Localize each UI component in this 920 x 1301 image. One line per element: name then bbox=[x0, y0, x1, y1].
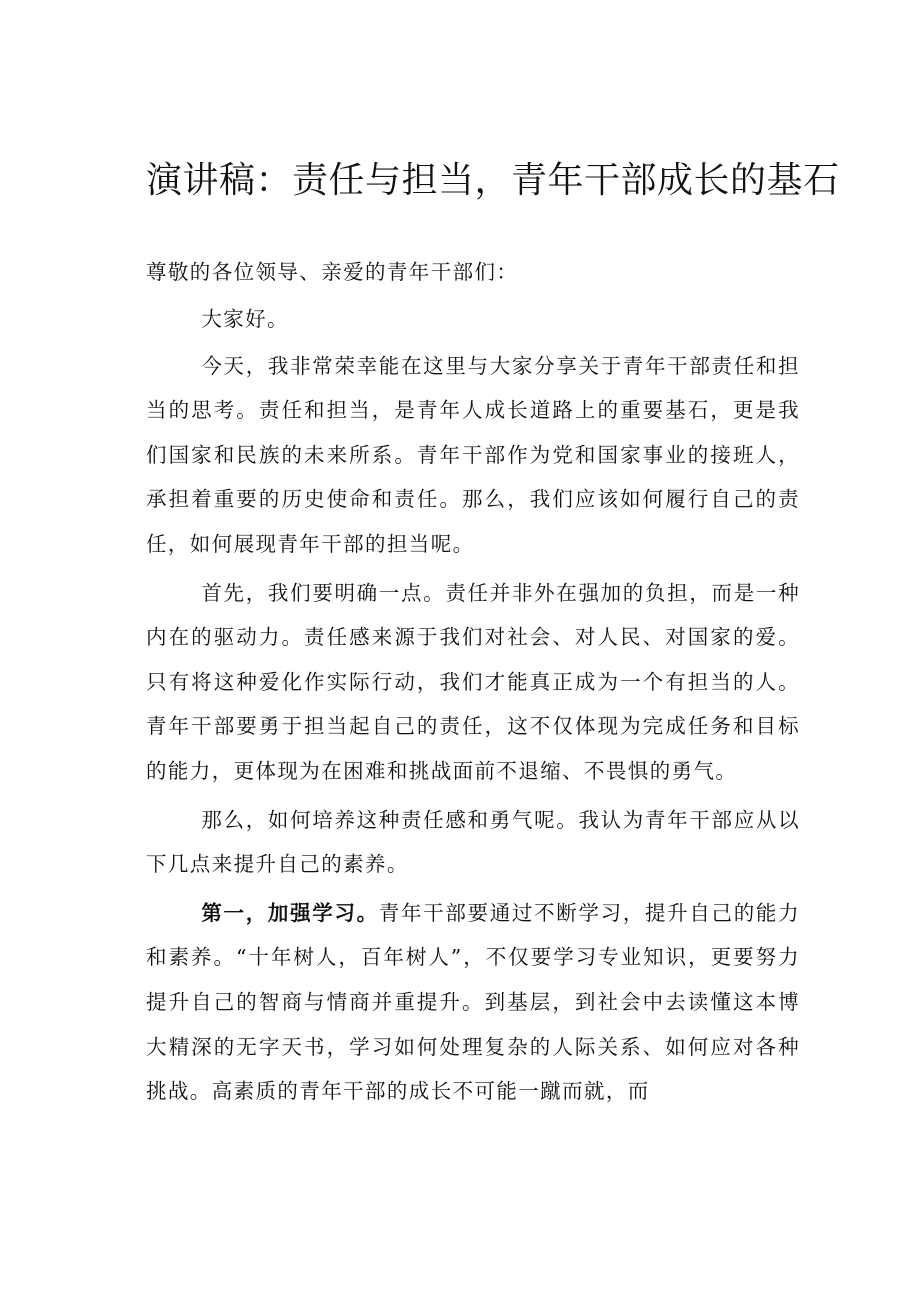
paragraph-text: 首先，我们要明确一点。责任并非外在强加的负担，而是一种内在的驱动力。责任感来源于我们对社会、对人民、对国家的爱。只有将这种爱化作实际行动，我们才能真正成为一个有担当的人。青年干部要勇于担当起自己的责任，这不仅体现为完成任务和目标的能力，更体现为在困难和挑战面前不退缩、不畏惧的勇气。 bbox=[146, 580, 800, 783]
body-paragraph-point-one bbox=[146, 891, 800, 1114]
document-title: 演讲稿：责任与担当，青年干部成长的基石 bbox=[146, 160, 840, 201]
body-paragraph-first bbox=[146, 571, 800, 794]
body-paragraph-question bbox=[146, 798, 800, 887]
paragraph-lead-heading: 第一，加强学习。 bbox=[201, 900, 379, 925]
salutation: 尊敬的各位领导、亲爱的青年干部们： bbox=[146, 260, 519, 284]
paragraph-text: 那么，如何培养这种责任感和勇气呢。我认为青年干部应从以下几点来提升自己的素养。 bbox=[146, 807, 800, 877]
document-body bbox=[146, 297, 800, 1118]
paragraph-text: 青年干部要通过不断学习，提升自己的能力和素养。“十年树人，百年树人”，不仅要学习专业知识，更要努力提升自己的智商与情商并重提升。到基层，到社会中去读懂这本博大精深的无字天书，学习如何处理复杂的人际关系、如何应对各种挑战。高素质的青年干部的成长不可能一蹴而就，而 bbox=[146, 900, 800, 1104]
paragraph-text: 今天，我非常荣幸能在这里与大家分享关于青年干部责任和担当的思考。责任和担当，是青年人成长道路上的重要基石，更是我们国家和民族的未来所系。青年干部作为党和国家事业的接班人，承担着重要的历史使命和责任。那么，我们应该如何履行自己的责任，如何展现青年干部的担当呢。 bbox=[146, 353, 800, 556]
greeting-paragraph: 大家好。 bbox=[201, 307, 289, 331]
body-paragraph-intro bbox=[146, 344, 800, 567]
